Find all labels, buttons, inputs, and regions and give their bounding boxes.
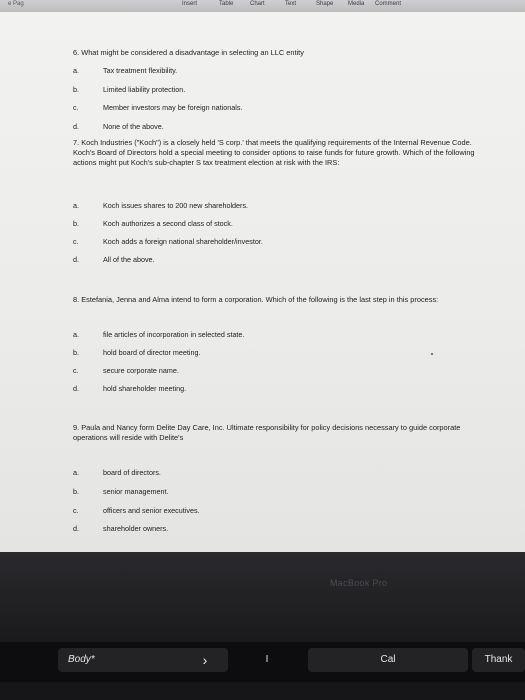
toolbar-left-label: e Pag <box>8 1 24 7</box>
option-text: Limited liability protection. <box>103 85 186 94</box>
option-letter: a. <box>73 66 79 75</box>
touchbar-text-cursor-icon: I <box>265 654 269 665</box>
option-text: Koch authorizes a second class of stock. <box>103 219 233 228</box>
question-6-stem: 6. What might be considered a disadvantage in selecting an LLC entity <box>73 48 304 57</box>
option-text: hold shareholder meeting. <box>103 384 187 393</box>
laptop-bottom-edge <box>0 682 525 700</box>
option-text: Koch issues shares to 200 new shareholders. <box>103 201 249 210</box>
option-text: officers and senior executives. <box>103 506 200 515</box>
option-letter: c. <box>73 366 79 375</box>
option-text: file articles of incorporation in selected state. <box>103 330 245 339</box>
touchbar-style-button[interactable]: Body* <box>58 648 188 672</box>
option-text: board of directors. <box>103 468 161 477</box>
option-letter: d. <box>73 524 79 533</box>
option-letter: a. <box>73 468 79 477</box>
laptop-bezel <box>0 552 525 642</box>
option-letter: c. <box>73 237 79 246</box>
question-8-stem: 8. Estefania, Jenna and Alma intend to form a corporation. Which of the following is the last step in this process: <box>73 295 439 304</box>
document-page[interactable] <box>0 12 525 552</box>
option-letter: b. <box>73 85 79 94</box>
option-text: All of the above. <box>103 255 155 264</box>
toolbar-media-button[interactable]: Media <box>348 1 365 7</box>
option-text: Member investors may be foreign nationals. <box>103 103 243 112</box>
option-letter: d. <box>73 122 79 131</box>
option-letter: b. <box>73 348 79 357</box>
toolbar-insert-button[interactable]: Insert <box>182 1 198 7</box>
option-text: senior management. <box>103 487 169 496</box>
touchbar-suggestion-1[interactable]: Cal <box>308 648 468 672</box>
toolbar-chart-button[interactable]: Chart <box>250 1 265 7</box>
option-letter: d. <box>73 384 79 393</box>
toolbar-comment-button[interactable]: Comment <box>375 1 402 7</box>
laptop-brand-label: MacBook Pro <box>330 578 388 588</box>
toolbar-table-button[interactable]: Table <box>219 1 234 7</box>
option-letter: c. <box>73 103 79 112</box>
option-text: secure corporate name. <box>103 366 179 375</box>
option-text: None of the above. <box>103 122 164 131</box>
option-letter: b. <box>73 487 79 496</box>
touchbar-expand-arrow-icon[interactable]: › <box>182 648 228 672</box>
question-7-stem: 7. Koch Industries ("Koch") is a closely held 'S corp.' that meets the qualifying requirements of the Internal Revenue Code. Koch's Board of Directors hold a special meeting to consider options to raise funds for future growth. Which of the following actions might put Koch's sub-chapter S tax treatment election at risk with the IRS: <box>73 138 475 167</box>
option-text: hold board of director meeting. <box>103 348 201 357</box>
touchbar-suggestion-2[interactable]: Thank <box>472 648 525 672</box>
option-letter: a. <box>73 330 79 339</box>
option-letter: b. <box>73 219 79 228</box>
toolbar-text-button[interactable]: Text <box>285 1 297 7</box>
option-text: Koch adds a foreign national shareholder/investor. <box>103 237 263 246</box>
pointer-dot <box>431 353 433 355</box>
option-text: shareholder owners. <box>103 524 169 533</box>
option-letter: a. <box>73 201 79 210</box>
toolbar-shape-button[interactable]: Shape <box>316 1 334 7</box>
option-letter: c. <box>73 506 79 515</box>
question-9-stem: 9. Paula and Nancy form Delite Day Care, Inc. Ultimate responsibility for policy decisions necessary to guide corporate operations will reside with Delite's <box>73 423 461 442</box>
option-letter: d. <box>73 255 79 264</box>
option-text: Tax treatment flexibility. <box>103 66 178 75</box>
